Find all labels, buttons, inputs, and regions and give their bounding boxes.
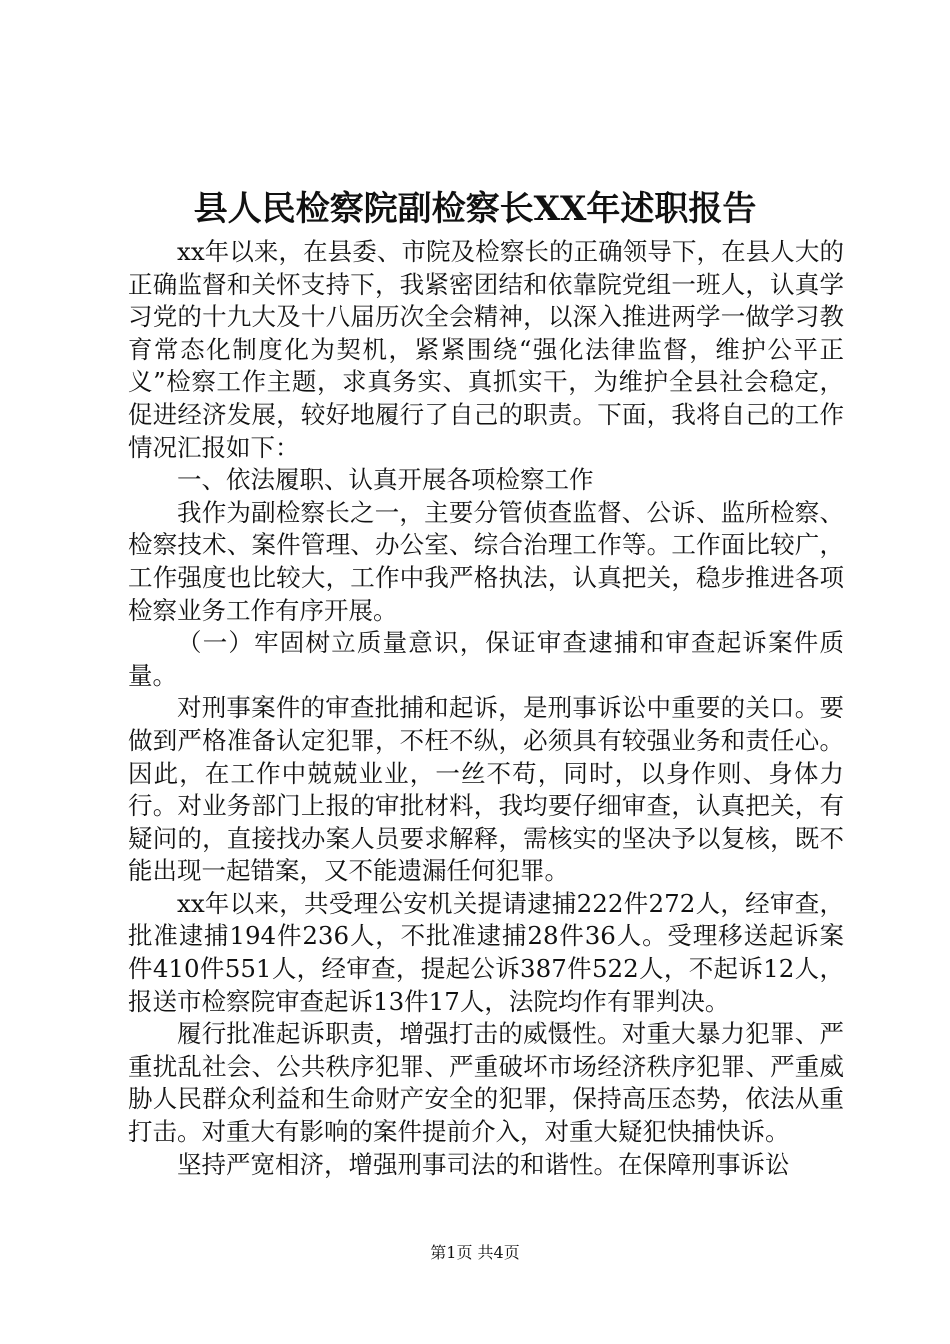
- paragraph-leniency: 坚持严宽相济，增强刑事司法的和谐性。在保障刑事诉讼: [177, 1149, 790, 1179]
- section-heading-1: 一、依法履职、认真开展各项检察工作: [177, 465, 594, 495]
- paragraph-intro: xx年以来，在县委、市院及检察长的正确领导下，在县人大的正确监督和关怀支持下，我紧密团结和依靠院党组一班人，认真学习党的十九大及十八届历次全会精神，以深入推进两学一做学习教育常态化制度化为契机，紧紧围绕“强化法律监督，维护公平正义”检察工作主题，求真务实、真抓实干，为维护全县社会稳定，促进经济发展，较好地履行了自己的职责。下面，我将自己的工作情况汇报如下：: [128, 237, 844, 462]
- subsection-heading-1: （一）牢固树立质量意识，保证审查逮捕和审查起诉案件质量。: [128, 628, 844, 690]
- document-body: [128, 236, 844, 1181]
- paragraph-prosecution: 履行批准起诉职责，增强打击的威慑性。对重大暴力犯罪、严重扰乱社会、公共秩序犯罪、严重破坏市场经济秩序犯罪、严重威胁人民群众利益和生命财产安全的犯罪，保持高压态势，依法从重打击。对重大有影响的案件提前介入，对重大疑犯快捕快诉。: [128, 1019, 844, 1147]
- page-number: 第1页 共4页: [430, 1243, 520, 1262]
- paragraph-statistics: xx年以来，共受理公安机关提请逮捕222件272人，经审查，批准逮捕194件236人，不批准逮捕28件36人。受理移送起诉案件410件551人，经审查，提起公诉387件522人，不起诉12人，报送市检察院审查起诉13件17人，法院均作有罪判决。: [128, 888, 844, 1016]
- paragraph-duties: 我作为副检察长之一，主要分管侦查监督、公诉、监所检察、检察技术、案件管理、办公室、综合治理工作等。工作面比较广，工作强度也比较大，工作中我严格执法，认真把关，稳步推进各项检察业务工作有序开展。: [128, 497, 844, 625]
- paragraph-review: 对刑事案件的审查批捕和起诉，是刑事诉讼中重要的关口。要做到严格准备认定犯罪，不枉不纵，必须具有较强业务和责任心。因此，在工作中兢兢业业，一丝不苟，同时，以身作则、身体力行。对业务部门上报的审批材料，我均要仔细审查，认真把关，有疑问的，直接找办案人员要求解释，需核实的坚决予以复核，既不能出现一起错案，又不能遗漏任何犯罪。: [128, 693, 844, 886]
- document-title: 县人民检察院副检察长XX年述职报告: [193, 189, 757, 229]
